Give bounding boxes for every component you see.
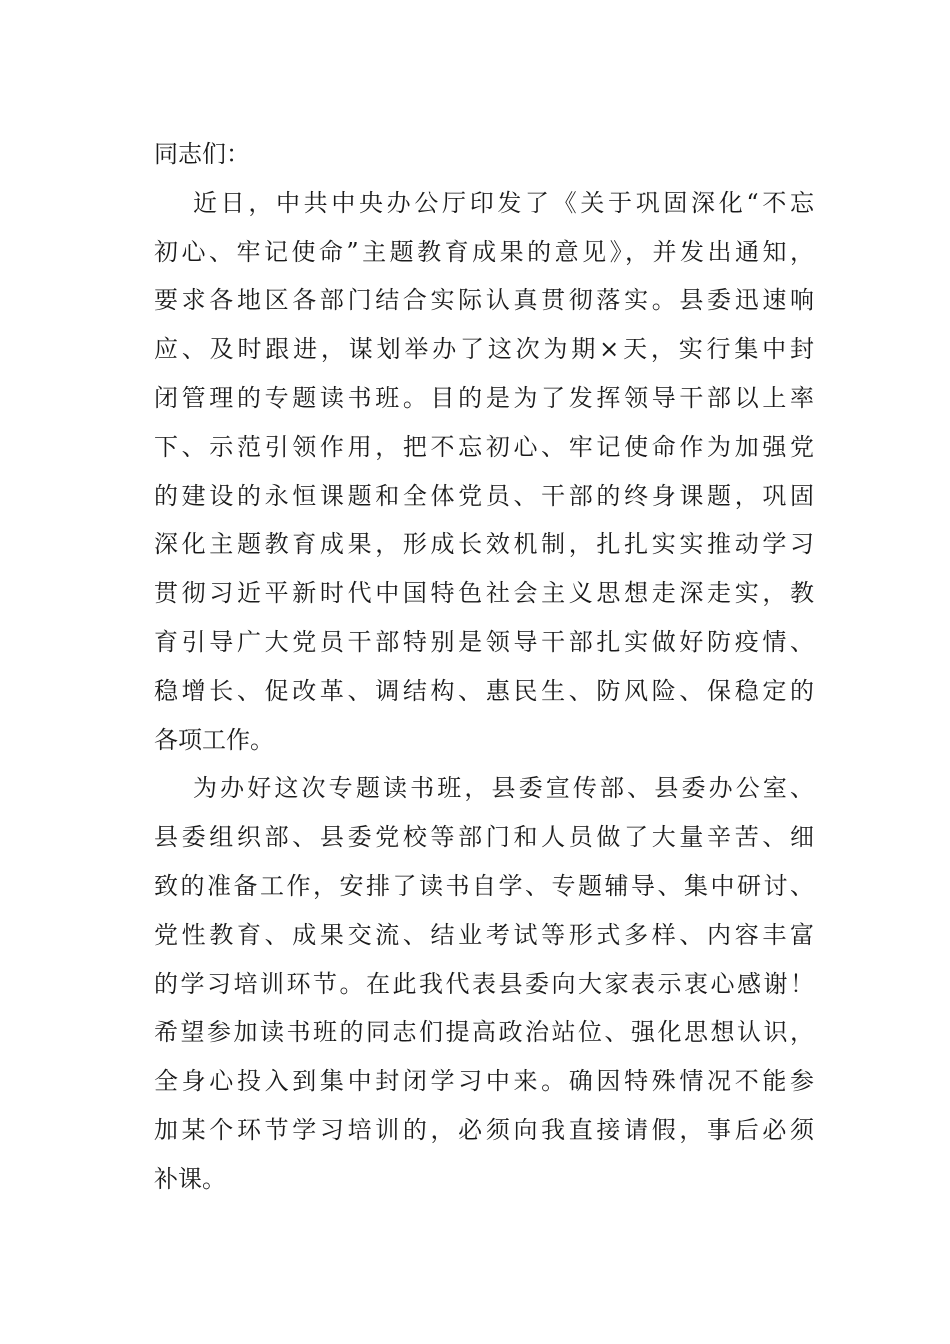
paragraph-line: 的学习培训环节。在此我代表县委向大家表示衷心感谢！ — [154, 969, 814, 998]
paragraph-line: 县委组织部、县委党校等部门和人员做了大量辛苦、细 — [154, 823, 814, 852]
paragraph-line: 要求各地区各部门结合实际认真贯彻落实。县委迅速响 — [154, 286, 814, 315]
paragraph-1 — [154, 179, 814, 765]
paragraph-line: 育引导广大党员干部特别是领导干部扎实做好防疫情、 — [154, 627, 814, 656]
paragraph-line: 加某个环节学习培训的，必须向我直接请假，事后必须 — [154, 1115, 814, 1144]
paragraph-line: 深化主题教育成果，形成长效机制，扎扎实实推动学习 — [154, 530, 814, 559]
paragraph-2 — [154, 764, 814, 1203]
paragraph-line: 的建设的永恒课题和全体党员、干部的终身课题，巩固 — [154, 481, 814, 510]
paragraph-line: 为办好这次专题读书班，县委宣传部、县委办公室、 — [193, 774, 814, 803]
paragraph-line: 各项工作。 — [154, 725, 274, 754]
paragraph-line: 稳增长、促改革、调结构、惠民生、防风险、保稳定的 — [154, 676, 814, 705]
paragraph-line: 近日，中共中央办公厅印发了《关于巩固深化“不忘 — [193, 188, 814, 217]
paragraph-line: 补课。 — [154, 1164, 226, 1193]
paragraph-line: 贯彻习近平新时代中国特色社会主义思想走深走实，教 — [154, 579, 814, 608]
paragraph-line: 党性教育、成果交流、结业考试等形式多样、内容丰富 — [154, 920, 814, 949]
paragraph-line: 全身心投入到集中封闭学习中来。确因特殊情况不能参 — [154, 1067, 814, 1096]
speech-body — [154, 130, 814, 1204]
paragraph-line: 初心、牢记使命”主题教育成果的意见》，并发出通知， — [154, 237, 814, 266]
paragraph-line: 致的准备工作，安排了读书自学、专题辅导、集中研讨、 — [154, 871, 814, 900]
paragraph-line: 下、示范引领作用，把不忘初心、牢记使命作为加强党 — [154, 432, 814, 461]
paragraph-line: 闭管理的专题读书班。目的是为了发挥领导干部以上率 — [154, 383, 814, 412]
paragraph-line: 希望参加读书班的同志们提高政治站位、强化思想认识， — [154, 1018, 814, 1047]
paragraph-line: 应、及时跟进，谋划举办了这次为期×天，实行集中封 — [154, 335, 814, 364]
greeting: 同志们： — [154, 140, 250, 168]
